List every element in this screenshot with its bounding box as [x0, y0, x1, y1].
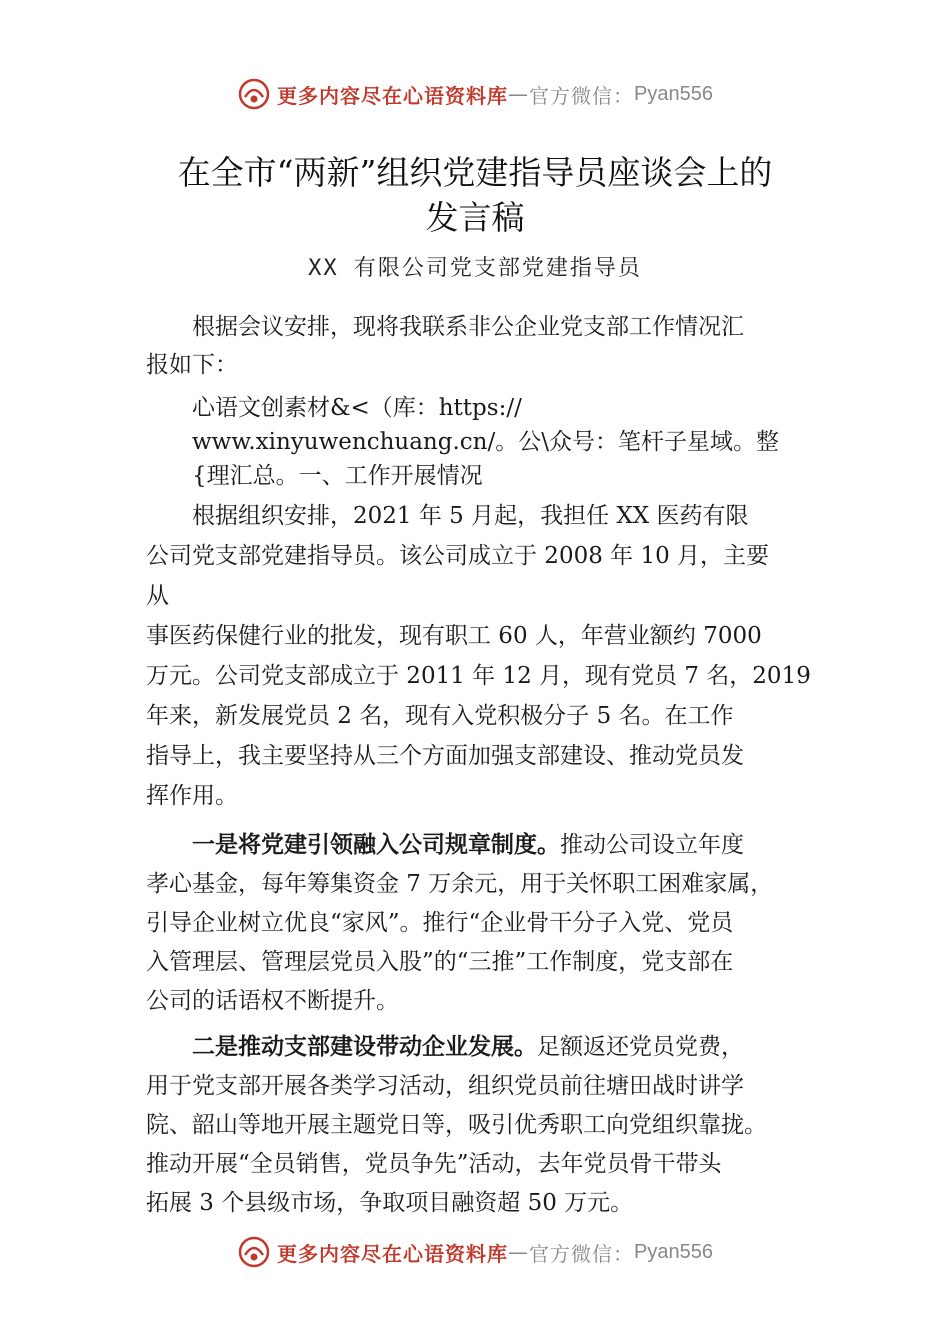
point-1-line-3: 引导企业树立优良“家风”。推行“企业骨干分子入党、党员 — [146, 910, 734, 936]
source-note — [192, 391, 882, 493]
watermark-wechat-id: Pyan556 — [634, 1240, 713, 1263]
intro-paragraph — [146, 308, 836, 384]
source-note-line-2: www.xinyuwenchuang.cn/。公\众号：笔杆子星域。整 — [192, 429, 779, 455]
point-1-line-5: 公司的话语权不断提升。 — [146, 988, 399, 1014]
xinyu-logo-icon — [237, 77, 271, 111]
intro-line-1: 根据会议安排，现将我联系非公企业党支部工作情况汇 — [192, 314, 744, 340]
background-line-1: 根据组织安排，2021 年 5 月起，我担任 XX 医药有限 — [192, 503, 749, 529]
document-author: XX 有限公司党支部党建指导员 — [308, 256, 642, 281]
background-line-3: 从 — [146, 583, 169, 609]
watermark-wechat-id: Pyan556 — [634, 82, 713, 105]
point-2-paragraph — [146, 1028, 836, 1223]
watermark-wechat-label: 官方微信： — [529, 1241, 635, 1266]
background-line-4: 事医药保健行业的批发，现有职工 60 人，年营业额约 7000 — [146, 623, 762, 649]
point-1-heading: 一是将党建引领融入公司规章制度。 — [192, 832, 560, 858]
point-1-line-1-rest: 推动公司设立年度 — [560, 832, 744, 858]
watermark-main-text: 更多内容尽在心语资料库 — [277, 1241, 509, 1266]
watermark-main-text: 更多内容尽在心语资料库 — [277, 83, 509, 108]
point-1-paragraph — [146, 826, 836, 1021]
point-2-line-5: 拓展 3 个县级市场，争取项目融资超 50 万元。 — [146, 1190, 634, 1216]
source-note-line-3: {理汇总。一、工作开展情况 — [192, 463, 483, 489]
background-line-2: 公司党支部党建指导员。该公司成立于 2008 年 10 月，主要 — [146, 543, 770, 569]
point-1-line-4: 入管理层、管理层党员入股”的“三推”工作制度，党支部在 — [146, 949, 734, 975]
point-2-line-2: 用于党支部开展各类学习活动，组织党员前往塘田战时讲学 — [146, 1073, 744, 1099]
point-2-line-3: 院、韶山等地开展主题党日等，吸引优秀职工向党组织靠拢。 — [146, 1112, 767, 1138]
watermark-dash: — — [508, 1240, 530, 1264]
background-line-8: 挥作用。 — [146, 783, 238, 809]
source-note-line-1: 心语文创素材&<（库：https:// — [192, 395, 522, 421]
watermark-wechat-label: 官方微信： — [529, 83, 635, 108]
intro-line-2: 报如下： — [146, 352, 238, 378]
point-2-line-1-rest: 足额返还党员党费， — [537, 1034, 744, 1060]
point-2-line-4: 推动开展“全员销售，党员争先”活动，去年党员骨干带头 — [146, 1151, 722, 1177]
background-paragraph — [146, 496, 836, 816]
point-1-line-2: 孝心基金，每年筹集资金 7 万余元，用于关怀职工困难家属， — [146, 871, 774, 897]
background-line-5: 万元。公司党支部成立于 2011 年 12 月，现有党员 7 名，2019 — [146, 663, 811, 689]
background-line-7: 指导上，我主要坚持从三个方面加强支部建设、推动党员发 — [146, 743, 744, 769]
watermark-banner-top — [0, 72, 950, 116]
watermark-banner-bottom — [0, 1230, 950, 1274]
point-2-heading: 二是推动支部建设带动企业发展。 — [192, 1034, 537, 1060]
document-title — [100, 150, 850, 240]
xinyu-logo-icon — [237, 1235, 271, 1269]
watermark-dash: — — [508, 82, 530, 106]
title-line-2: 发言稿 — [425, 198, 525, 237]
background-line-6: 年来，新发展党员 2 名，现有入党积极分子 5 名。在工作 — [146, 703, 734, 729]
title-line-1: 在全市“两新”组织党建指导员座谈会上的 — [177, 153, 773, 192]
